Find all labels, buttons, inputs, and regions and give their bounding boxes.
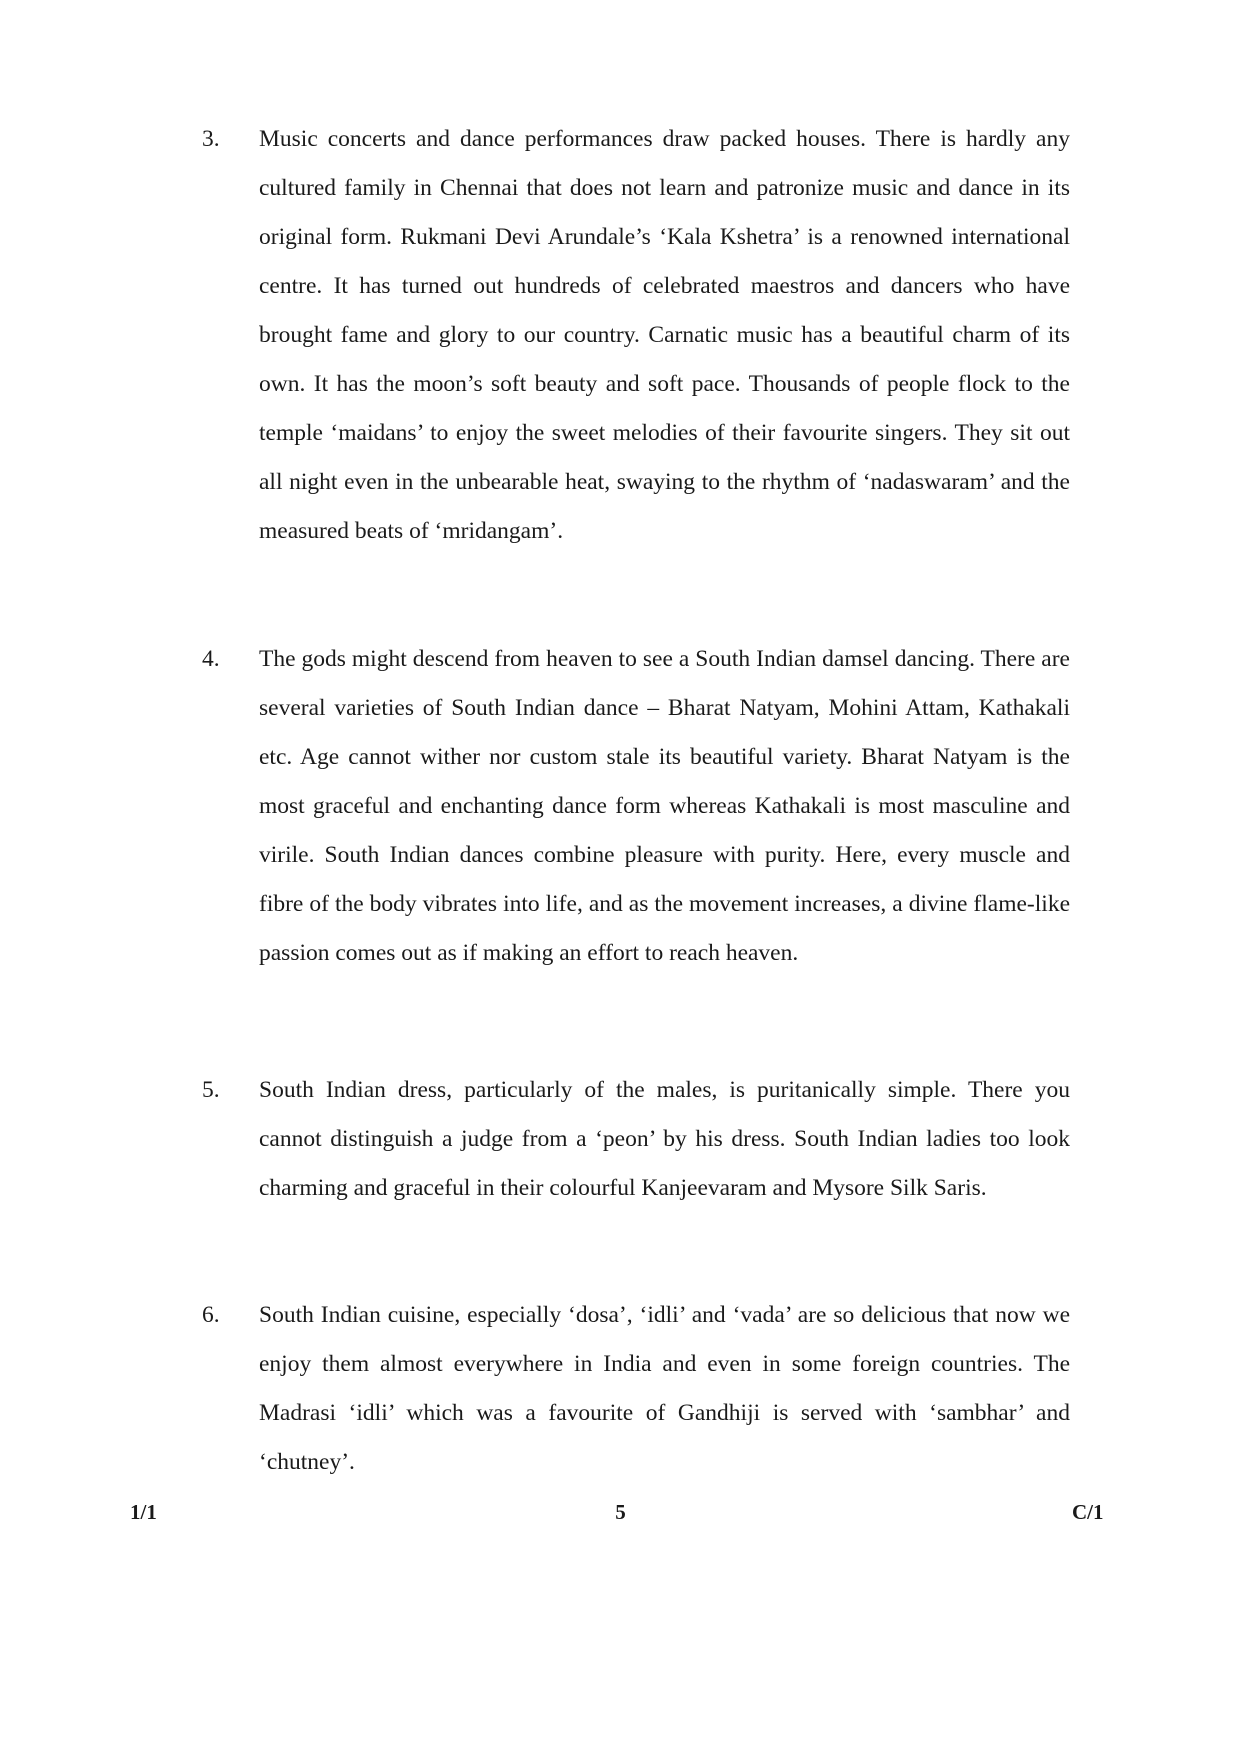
paragraph-text: The gods might descend from heaven to see a South Indian damsel dancing. There are several varieties of South Indian dance – Bharat Natyam, Mohini Attam, Kathakali etc. Age cannot wither nor custom stale its beautiful variety. Bharat Natyam is the most graceful and enchanting dance form whereas Kathakali is most masculine and virile. South Indian dances combine pleasure with purity. Here, every muscle and fibre of the body vibrates into life, and as the movement increases, a divine flame-like passion comes out as if making an effort to reach heaven. <box>259 646 1070 966</box>
paragraph-number: 3. <box>202 126 220 152</box>
footer-left-code: 1/1 <box>130 1500 157 1524</box>
paragraph-4 <box>202 635 1070 978</box>
paragraph-5 <box>202 1066 1070 1213</box>
paragraph-6 <box>202 1291 1070 1487</box>
paragraph-number: 5. <box>202 1077 220 1103</box>
footer-page-number: 5 <box>615 1500 626 1524</box>
paragraph-3 <box>202 115 1070 556</box>
footer-right-code: C/1 <box>1072 1500 1104 1524</box>
paragraph-number: 6. <box>202 1302 220 1328</box>
paragraph-text: South Indian cuisine, especially ‘dosa’, ‘idli’ and ‘vada’ are so delicious that now we enjoy them almost everywhere in India and even in some foreign countries. The Madrasi ‘idli’ which was a favourite of Gandhiji is served with ‘sambhar’ and ‘chutney’. <box>259 1302 1070 1475</box>
paragraph-text: Music concerts and dance performances draw packed houses. There is hardly any cultured family in Chennai that does not learn and patronize music and dance in its original form. Rukmani Devi Arundale’s ‘Kala Kshetra’ is a renowned international centre. It has turned out hundreds of celebrated maestros and dancers who have brought fame and glory to our country. Carnatic music has a beautiful charm of its own. It has the moon’s soft beauty and soft pace. Thousands of people flock to the temple ‘maidans’ to enjoy the sweet melodies of their favourite singers. They sit out all night even in the unbearable heat, swaying to the rhythm of ‘nadaswaram’ and the measured beats of ‘mridangam’. <box>259 126 1070 544</box>
paragraph-text: South Indian dress, particularly of the males, is puritanically simple. There you cannot distinguish a judge from a ‘peon’ by his dress. South Indian ladies too look charming and graceful in their colourful Kanjeevaram and Mysore Silk Saris. <box>259 1077 1070 1201</box>
paragraph-number: 4. <box>202 646 220 672</box>
